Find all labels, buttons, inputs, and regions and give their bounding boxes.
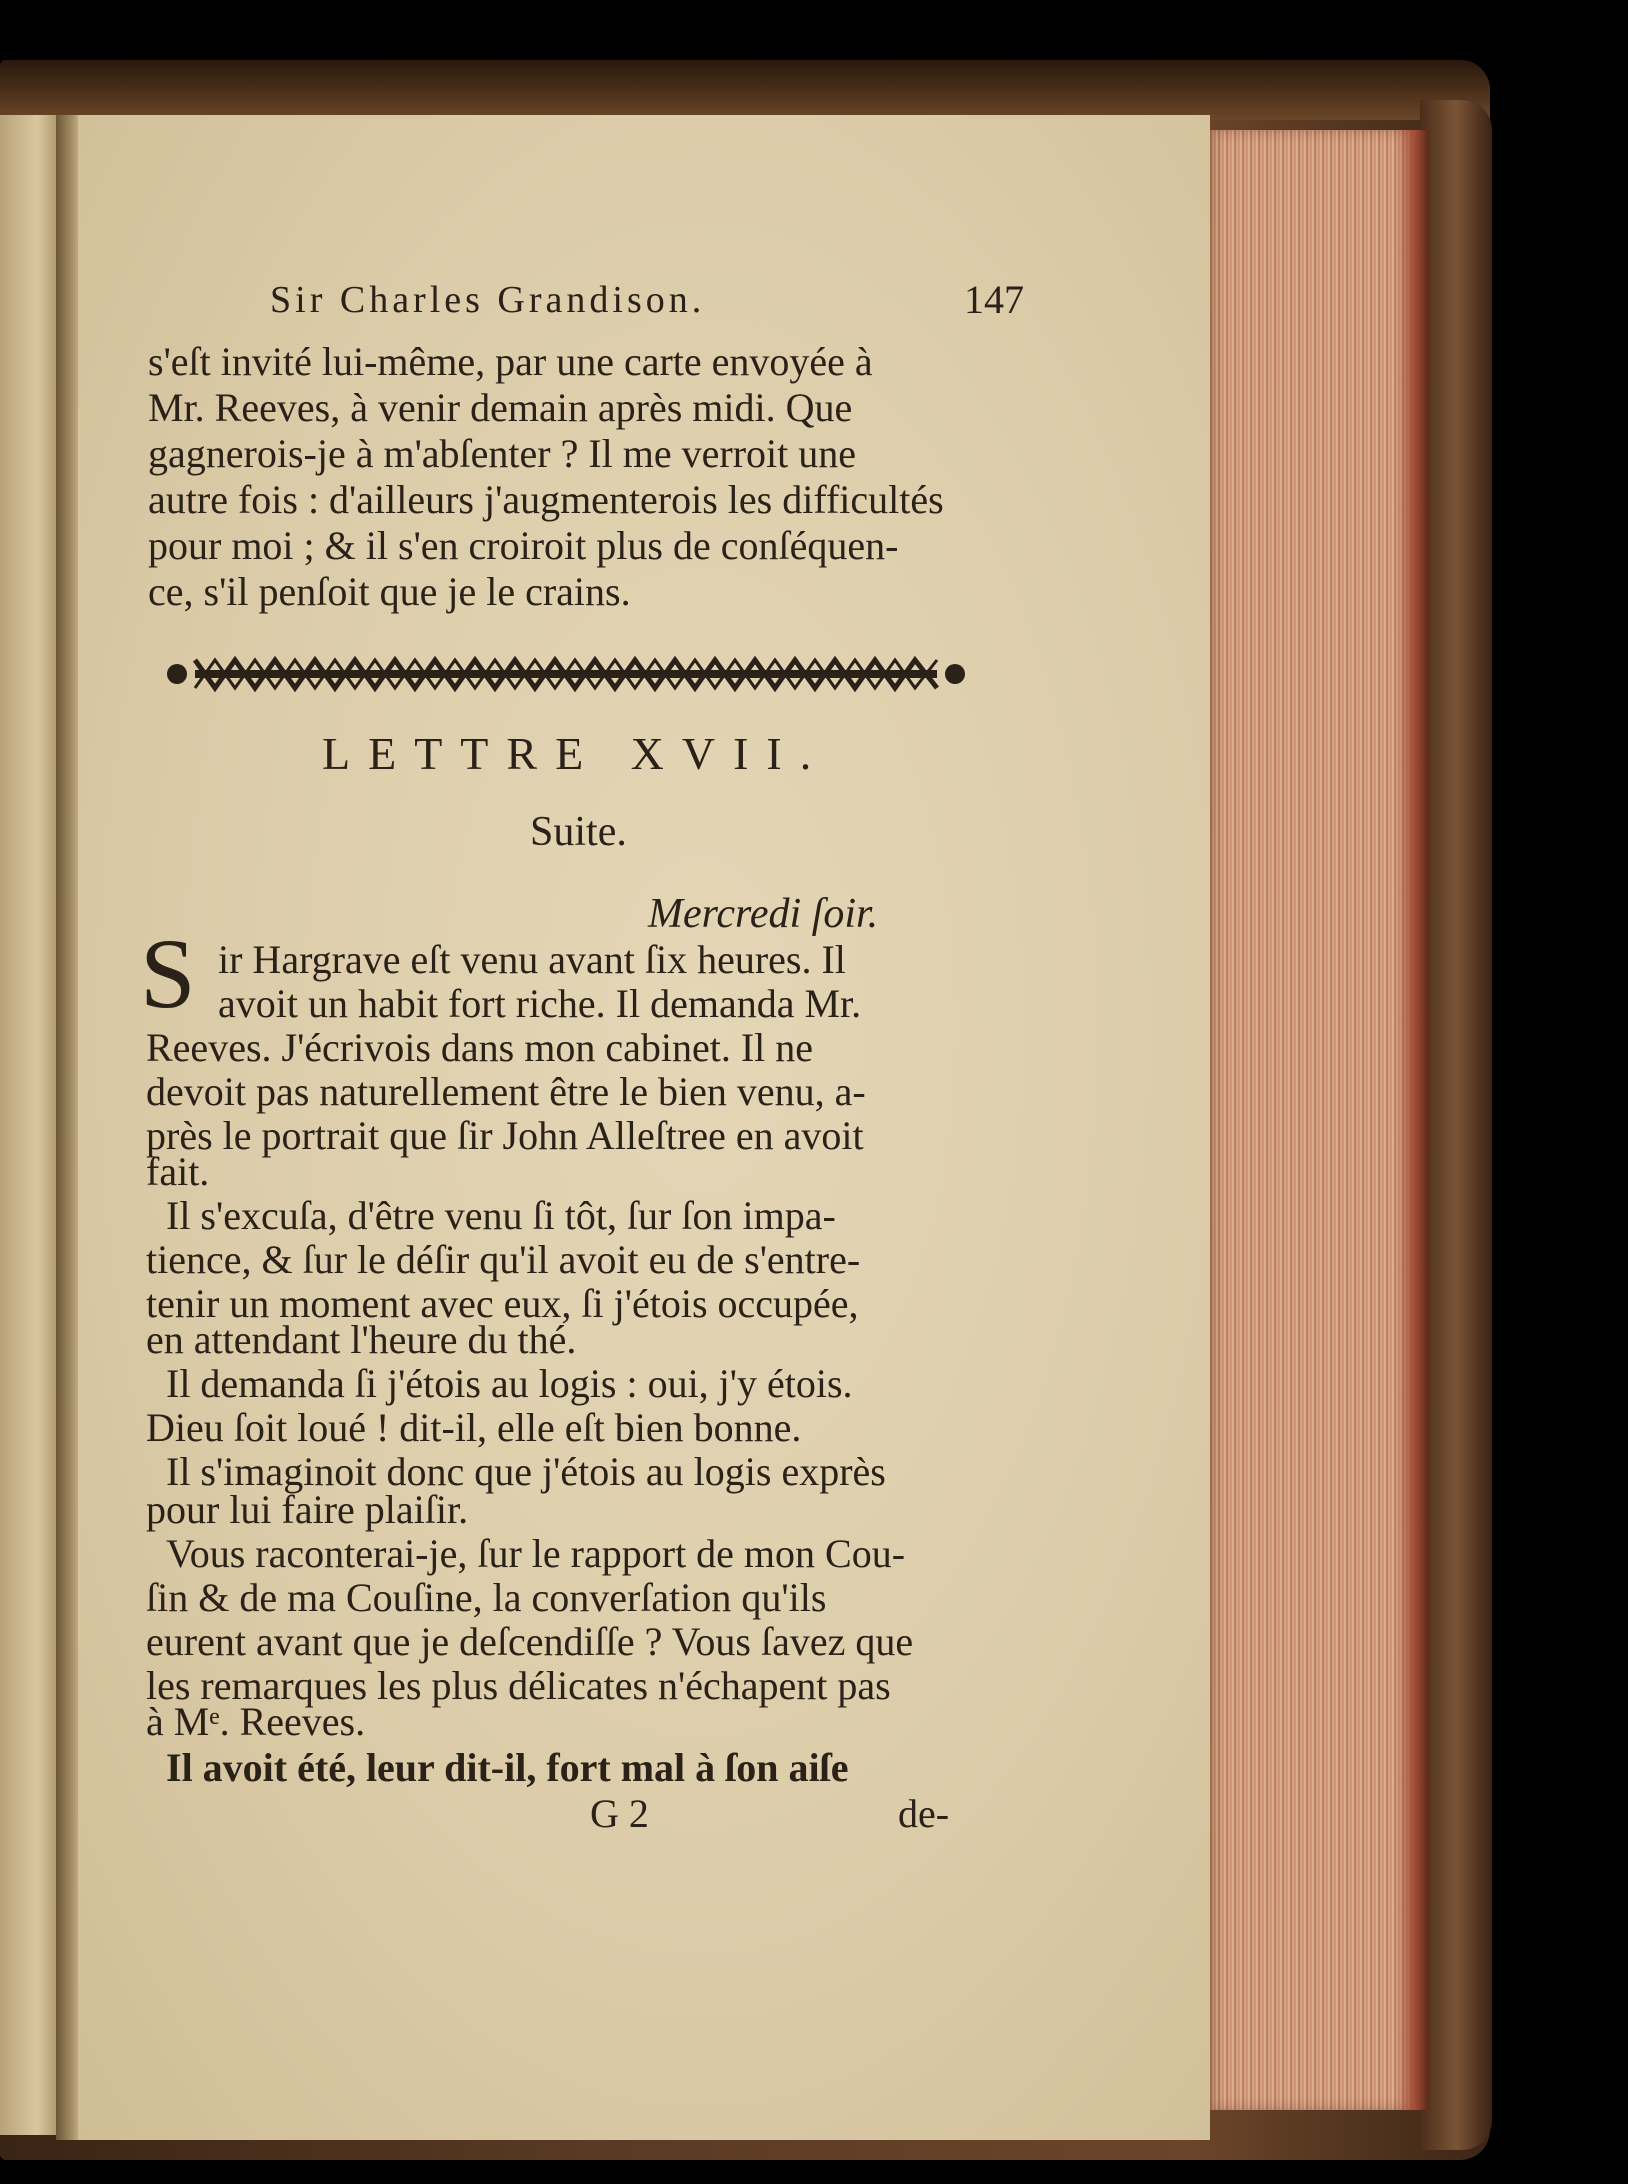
text-line: Il s'imaginoit donc que j'étois au logis exprès xyxy=(166,1449,886,1494)
text-line: Reeves. J'écrivois dans mon cabinet. Il ne xyxy=(146,1025,814,1070)
page-edges-shadow xyxy=(1395,130,1429,2110)
cover-right-edge xyxy=(1420,100,1492,2150)
ornament-band-icon xyxy=(155,652,977,696)
text-line: ce, s'il penſoit que je le crains. xyxy=(148,569,631,614)
text-line: pour moi ; & il s'en croiroit plus de conſéquen- xyxy=(148,523,899,568)
text-line: Vous raconterai-je, ſur le rapport de mon Cou- xyxy=(166,1531,906,1576)
left-page-edge xyxy=(0,115,62,2135)
text-line: avoit un habit fort riche. Il demanda Mr. xyxy=(218,981,862,1026)
text-line: à Mᵉ. Reeves. xyxy=(146,1699,366,1744)
letter-subtitle: Suite. xyxy=(530,809,627,855)
text-line: Mr. Reeves, à venir demain après midi. Que xyxy=(148,385,853,430)
text-line: Dieu ſoit loué ! dit-il, elle eſt bien bonne. xyxy=(146,1405,802,1450)
letter-title: LETTRE XVII. xyxy=(322,728,830,779)
text-line: gagnerois-je à m'abſenter ? Il me verroit une xyxy=(148,431,857,476)
text-line: pour lui faire plaiſir. xyxy=(146,1487,469,1532)
text-line: fait. xyxy=(146,1149,210,1194)
text-line: Il demanda ſi j'étois au logis : oui, j'y étois. xyxy=(166,1361,853,1406)
text-line: ir Hargrave eſt venu avant ſix heures. Il xyxy=(218,937,846,982)
text-line: Il avoit été, leur dit-il, fort mal à ſon aiſe xyxy=(166,1745,849,1790)
cover-top-edge xyxy=(0,60,1490,120)
text-line: en attendant l'heure du thé. xyxy=(146,1317,577,1362)
text-line: Il s'excuſa, d'être venu ſi tôt, ſur ſon impa- xyxy=(166,1193,836,1238)
page-block-edges xyxy=(1205,130,1427,2110)
running-header: Sir Charles Grandison. xyxy=(270,279,706,321)
text-line: les remarques les plus délicates n'échapent pas xyxy=(146,1663,891,1708)
text-line: autre fois : d'ailleurs j'augmenterois les difficultés xyxy=(148,477,944,522)
text-line: devoit pas naturellement être le bien venu, a- xyxy=(146,1069,866,1114)
page-number: 147 xyxy=(964,277,1024,322)
text-line: ſin & de ma Couſine, la converſation qu'ils xyxy=(146,1575,827,1620)
text-line: s'eſt invité lui-même, par une carte envoyée à xyxy=(148,339,873,384)
drop-cap: S xyxy=(140,918,196,1029)
signature-mark: G 2 xyxy=(590,1791,649,1836)
catchword: de- xyxy=(898,1791,950,1836)
text-line: près le portrait que ſir John Alleſtree en avoit xyxy=(146,1113,864,1158)
text-line: tience, & ſur le déſir qu'il avoit eu de s'entre- xyxy=(146,1237,861,1282)
text-line: eurent avant que je deſcendiſſe ? Vous ſavez que xyxy=(146,1619,914,1664)
text-line: tenir un moment avec eux, ſi j'étois occupée, xyxy=(146,1281,859,1326)
letter-dateline: Mercredi ſoir. xyxy=(648,891,879,937)
